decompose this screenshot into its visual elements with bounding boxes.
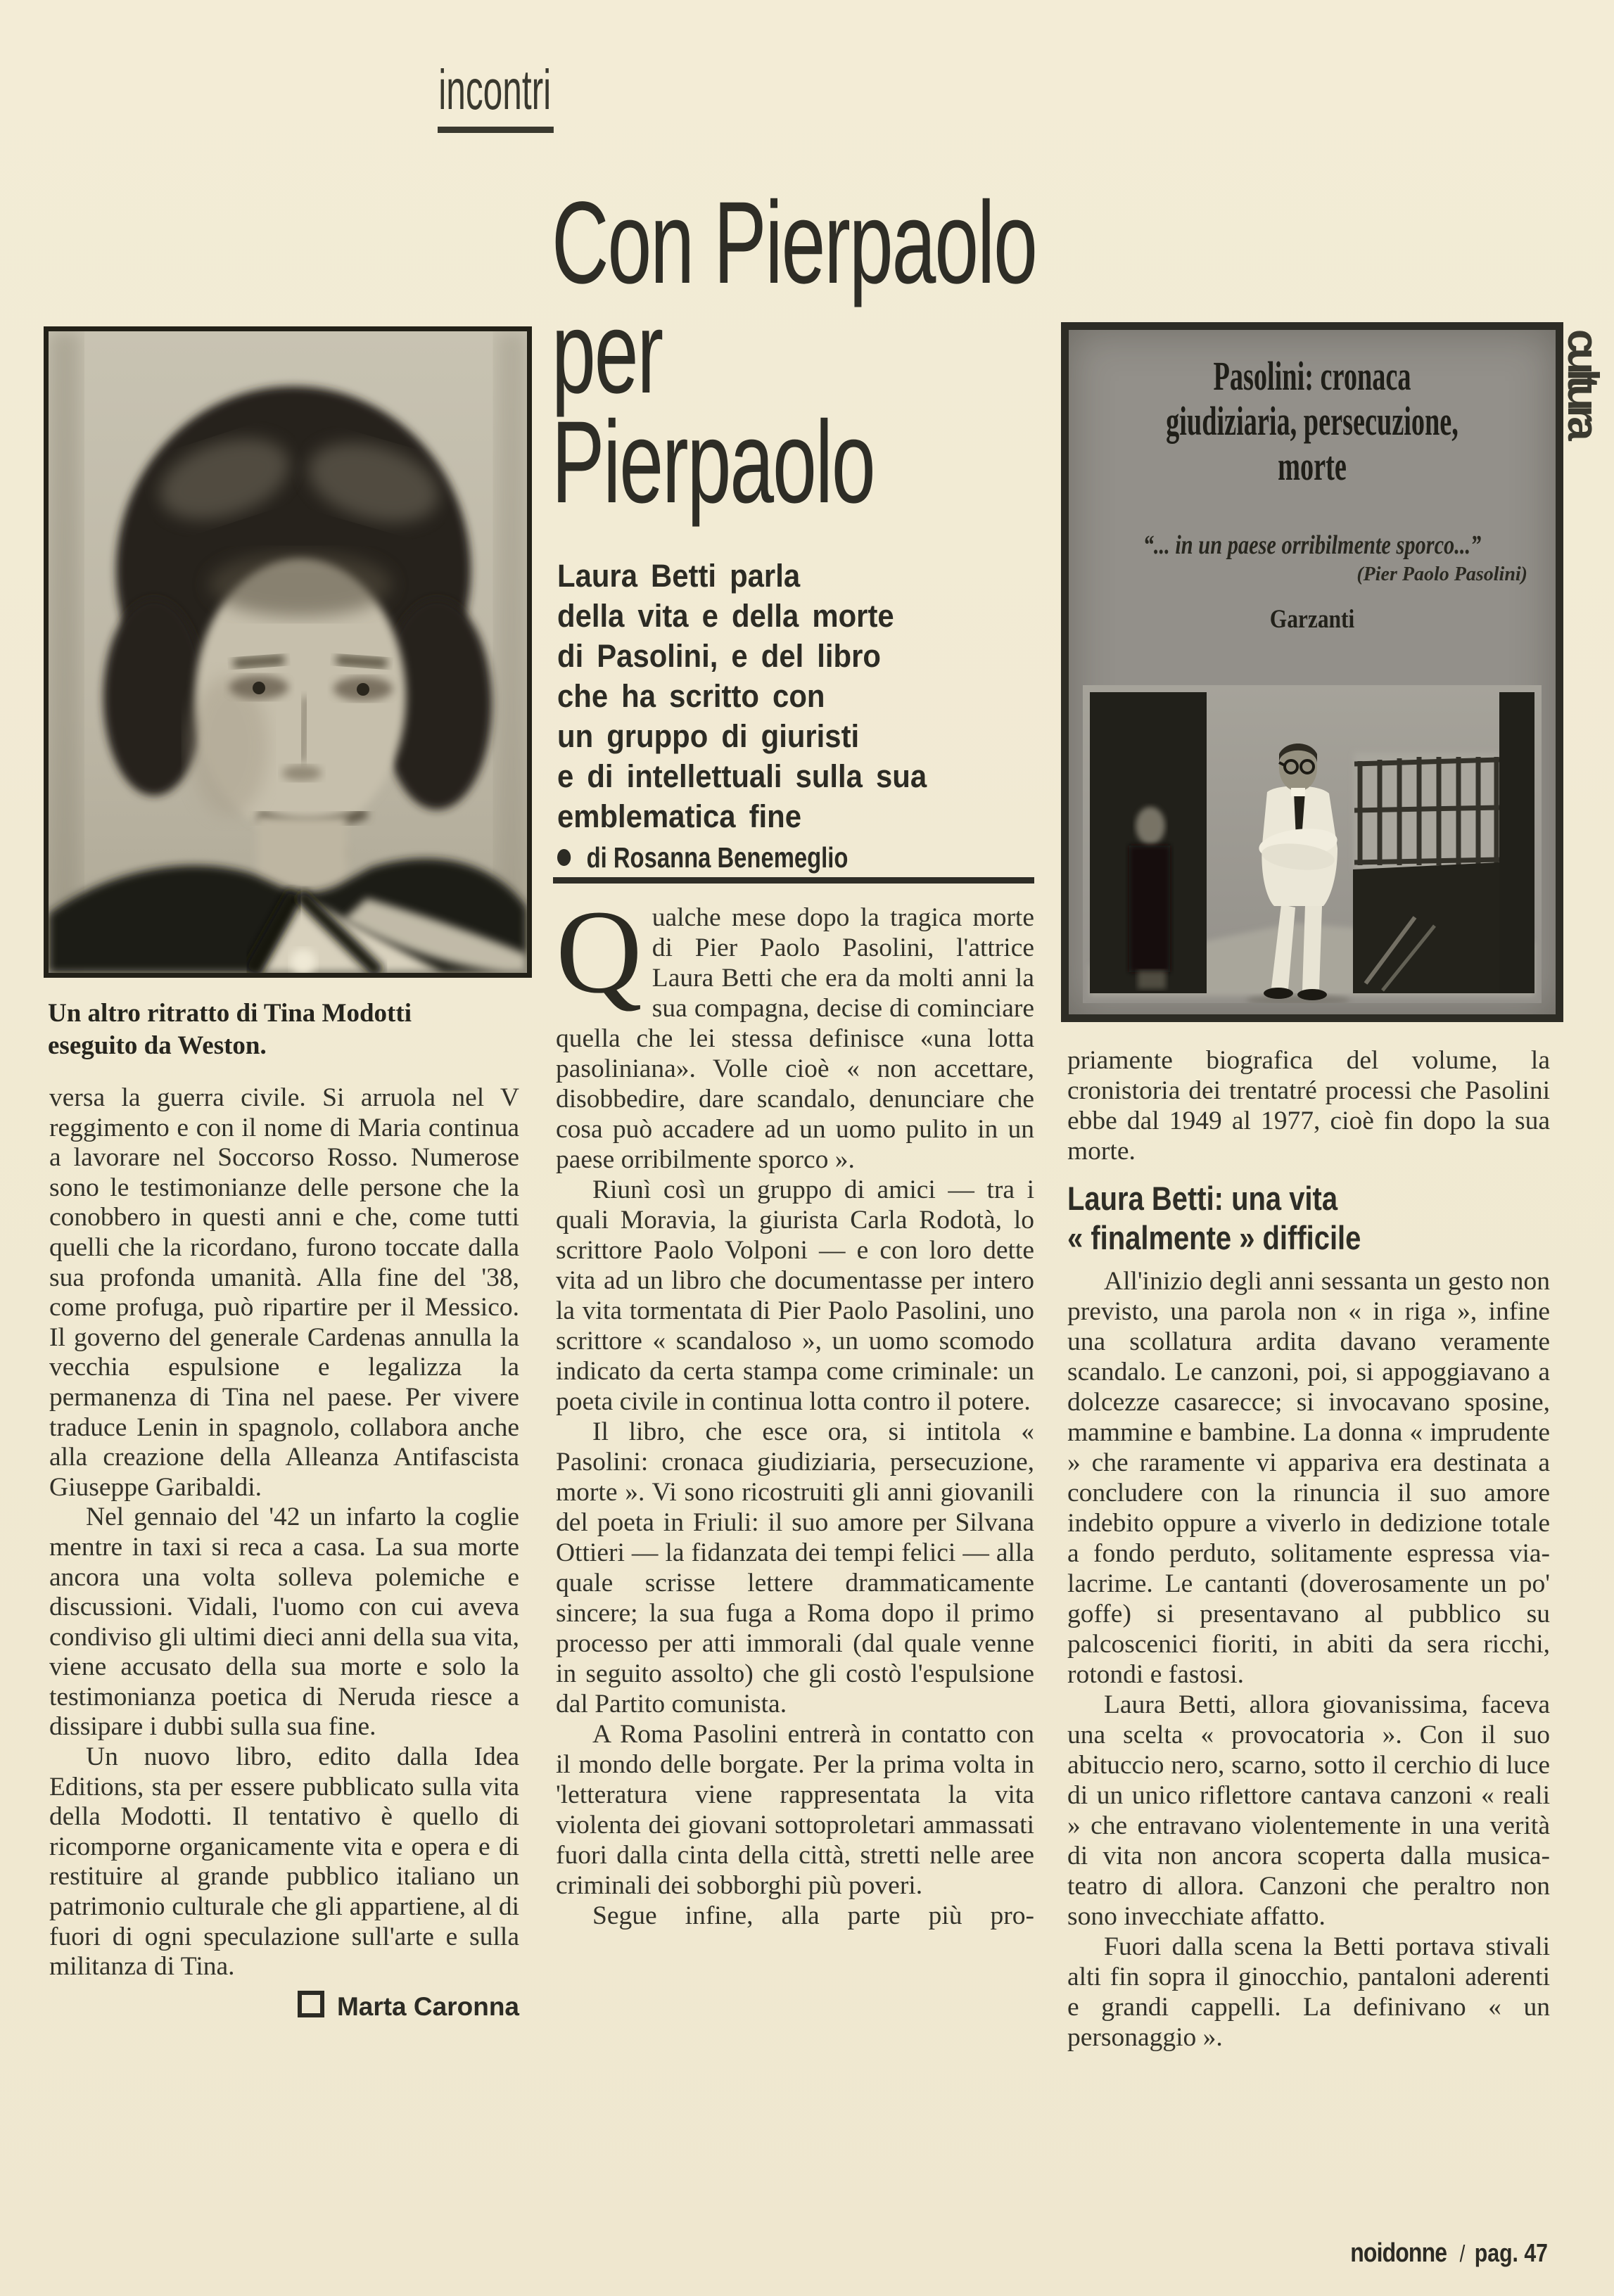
article-title (552, 178, 1036, 528)
article-title-line: Pierpaolo (552, 397, 875, 528)
byline-text: di Rosanna Benemeglio (586, 841, 849, 874)
body-paragraph: Riunì così un gruppo di amici — tra i quali Moravia, la giurista Carla Rodotà, lo scrittore Paolo Volponi — e con loro dette vita ad un libro che documentasse per intero la vita tormentata di Pier Paolo Pasolini, uno scrittore « scandaloso », un uomo scomodo indicato da certa stampa come criminale: un poeta civile in continua lotta contro il potere. (556, 1175, 1034, 1416)
book-cover-title-line: Pasolini: cronaca (1213, 353, 1411, 399)
section-kicker: incontri (438, 62, 554, 133)
pasolini-courtroom-photo-art (1083, 685, 1542, 1003)
standfirst-line: che ha scritto con (557, 678, 825, 714)
body-paragraph: A Roma Pasolini entrerà in contatto con il mondo delle borgate. Per la prima volta in 'letteratura viene rappresentata la vita violenta dei giovani sottoproletari ammassati fuori dalla cinta della città, stretti nelle aree criminali dei sobborghi più poveri. (556, 1720, 1034, 1900)
standfirst-line: della vita e della morte (557, 598, 894, 634)
vertical-section-label: cultura (1558, 329, 1607, 435)
page-number: pag. 47 (1474, 2238, 1548, 2267)
middle-column (556, 886, 1034, 1931)
standfirst-line: di Pasolini, e del libro (557, 638, 881, 674)
body-paragraph: Segue infine, alla parte più pro- (592, 1901, 1034, 1930)
article-title-line: per (552, 288, 663, 418)
column-top-rule (553, 877, 1034, 884)
standfirst-line: un gruppo di giuristi (557, 718, 860, 754)
book-cover-photo (1083, 685, 1542, 1003)
tina-modotti-photo-art (49, 331, 527, 973)
photo-caption (48, 997, 519, 1062)
dropcap: Q (556, 886, 642, 1018)
body-paragraph: Fuori dalla scena la Betti portava stivali alti fin sopra il ginocchio, pantaloni aderenti e grandi cappelli. La definivano « un personaggio ». (1067, 1932, 1550, 2052)
opening-paragraph-text: ualche mese dopo la tragica morte di Pier Paolo Pasolini, l'attrice Laura Betti che era da molti anni la sua compagna, decise di cominciare quella che lei stessa definisce «una lotta pasoliniana». Volle cioè « non accettare, disobbedire, dare scandalo, denunciare che cosa può accadere ad un uomo pulito in un paese orribilmente sporco ». (556, 903, 1034, 1174)
magazine-name: noidonne (1350, 2238, 1447, 2268)
signature-name: Marta Caronna (336, 1991, 519, 2021)
left-column (49, 1083, 519, 2022)
body-paragraph: versa la guerra civile. Si arruola nel V reggimento e con il nome di Maria continua a lavorare nel Soccorso Rosso. Numerose sono le testimonianze delle persone che la conobbero in questi anni e che, come tutti quelli che la ricordano, furono toccate dalla sua profonda umanità. Alla fine del '38, come profuga, può ripartire per il Messico. Il governo del generale Cardenas annulla la vecchia espulsione e legalizza la permanenza di Tina nel paese. Per vivere traduce Lenin in spagnolo, collabora anche alla creazione della Alleanza Antifascista Giuseppe Garibaldi. (49, 1083, 519, 1502)
photo-caption-line: Un altro ritratto di Tina Modotti (48, 999, 412, 1028)
footer-separator: / (1459, 2240, 1466, 2266)
author-signature (49, 1991, 519, 2022)
standfirst-line: Laura Betti parla (557, 558, 801, 594)
article-standfirst (557, 556, 1055, 836)
standfirst-line: e di intellettuali sulla sua (557, 758, 927, 794)
body-paragraph: Nel gennaio del '42 un infarto la coglie mentre in taxi si reca a casa. La sua morte ancora una volta solleva polemiche e discussioni. Vidali, l'uomo con cui aveva condiviso gli ultimi dieci anni della sua vita, viene accusato della sua morte e solo la testimonianza poetica di Neruda riesce a dissipare i dubbi sulla sua fine. (49, 1503, 519, 1742)
standfirst-line: emblematica fine (557, 798, 802, 834)
body-paragraph: Un nuovo libro, edito dalla Idea Editions, sta per essere pubblicato sulla vita della Modotti. Il tentativo è quello di ricomporne organicamente vita e opera e di restituire al grande pubblico italiano un patrimonio culturale che gli appartiene, al di fuori di ogni speculazione sull'arte e sulla militanza di Tina. (49, 1742, 519, 1982)
section-subheading (1067, 1179, 1478, 1258)
page-footer (1306, 2238, 1548, 2269)
signature-square-icon (298, 1991, 324, 2017)
body-paragraph: Il libro, che esce ora, si intitola « Pasolini: cronaca giudiziaria, persecuzione, morte ». Vi sono ricostruiti gli anni giovanili del poeta in Friuli: il suo amore per Silvana Ottieri — la fidanzata dei tempi felici — alla quale scrisse lettere drammaticamente sincere; la sua fuga a Roma dopo il primo processo per atti immorali (dal quale venne in seguito assolto) che gli costò l'espulsione dal Partito comunista. (556, 1417, 1034, 1718)
tina-modotti-photo (44, 326, 532, 978)
opening-paragraph (556, 886, 1034, 1175)
article-title-line: Con Pierpaolo (552, 178, 1036, 308)
book-cover (1061, 322, 1563, 1022)
subheading-line: Laura Betti: una vita (1067, 1180, 1338, 1217)
book-cover-quote: “... in un paese orribilmente sporco...” (1143, 530, 1482, 560)
photo-caption-line: eseguito da Weston. (48, 1031, 267, 1060)
book-cover-title-line: morte (1278, 443, 1347, 489)
body-paragraph: All'inizio degli anni sessanta un gesto non previsto, una parola non « in riga », infine una scollatura ardita davano veramente scandalo. Le canzoni, poi, si appoggiavano a dolcezze casarecce; si invocavano sposine, mammine e bambine. La donna « imprudente » che raramente vi appariva era destinata a concludere con la rinuncia il suo amore indebito oppure a viverlo in dedizione totale a fondo perduto, solitamente espressa via-lacrime. Le cantanti (doverosamente un po' goffe) si presentavano al pubblico su palcoscenici fioriti, in abiti da sera ricchi, rotondi e fastosi. (1067, 1267, 1550, 1689)
body-paragraph: priamente biografica del volume, la cronistoria dei trentatré processi che Pasolini ebbe dal 1949 al 1977, cioè fin dopo la sua morte. (1067, 1046, 1550, 1166)
subheading-line: « finalmente » difficile (1067, 1219, 1361, 1256)
right-column (1067, 1045, 1550, 2053)
book-cover-publisher: Garzanti (1269, 605, 1355, 634)
book-cover-title-line: giudiziaria, persecuzione, (1166, 398, 1459, 444)
byline (557, 841, 848, 874)
body-paragraph: Laura Betti, allora giovanissima, faceva una scelta « provocatoria ». Con il suo abituccio nero, scarno, sotto il cerchio di luce di un unico riflettore cantava canzoni « reali » che entravano violentemente in una verità di vita non ancora scoperta dalla musica-teatro di allora. Canzoni che peraltro non sono invecchiate affatto. (1067, 1690, 1550, 1931)
book-cover-title (1152, 354, 1473, 489)
book-cover-quote-attribution: (Pier Paolo Pasolini) (1356, 563, 1527, 585)
bullet-circle-icon (557, 849, 571, 866)
